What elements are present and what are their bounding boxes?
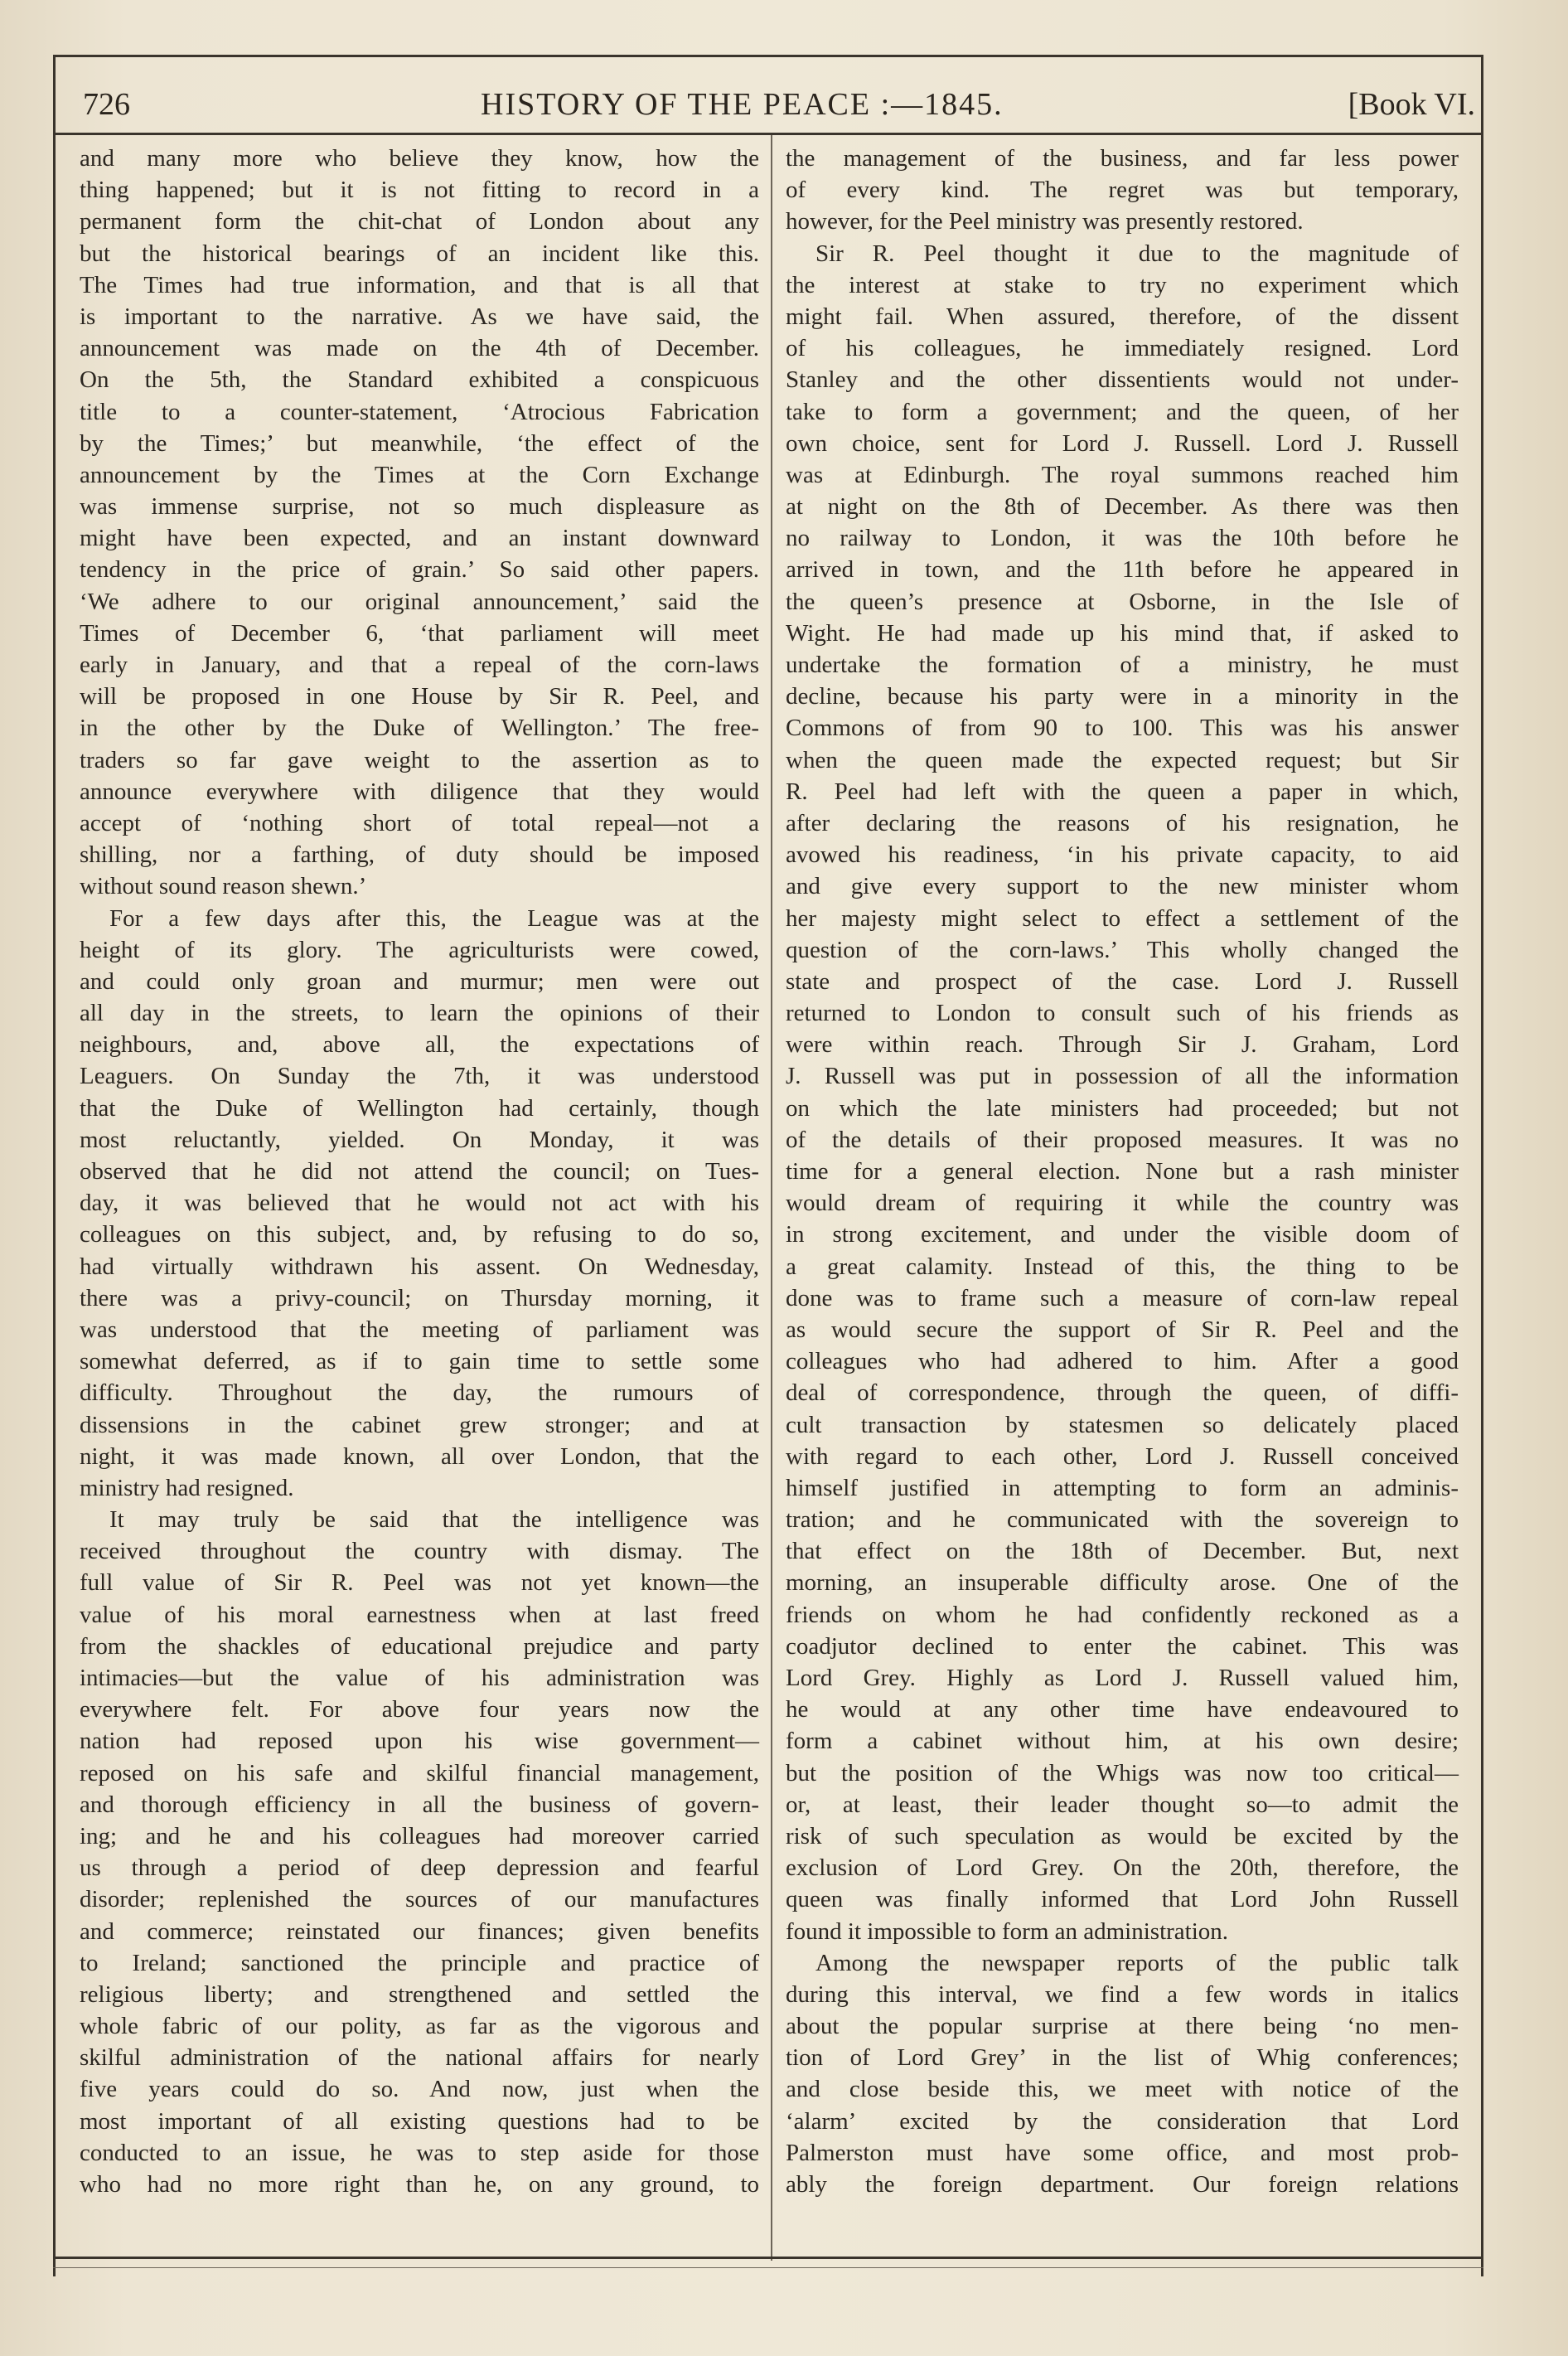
- text-line: of the details of their proposed measures. It was no: [786, 1126, 1459, 1153]
- text-line: dissensions in the cabinet grew stronger; and at: [80, 1411, 759, 1438]
- text-line: morning, an insuperable difficulty arose. One of the: [786, 1569, 1459, 1597]
- text-line: no railway to London, it was the 10th before he: [786, 525, 1459, 552]
- running-title: HISTORY OF THE PEACE :—1845.: [481, 87, 1004, 122]
- text-line: all day in the streets, to learn the opinions of their: [80, 1000, 759, 1027]
- text-line: of every kind. The regret was but temporary,: [786, 177, 1459, 204]
- text-line: avowed his readiness, ‘in his private capacity, to aid: [786, 841, 1459, 869]
- text-line: but the historical bearings of an incident like this.: [80, 240, 759, 267]
- text-line: as would secure the support of Sir R. Peel and the: [786, 1316, 1459, 1343]
- text-line: at night on the 8th of December. As there was then: [786, 493, 1459, 521]
- text-line: found it impossible to form an administration.: [786, 1917, 1229, 1945]
- text-line: title to a counter-statement, ‘Atrocious Fabrication: [80, 398, 759, 425]
- text-line: value of his moral earnestness when at last freed: [80, 1601, 759, 1628]
- text-line: the management of the business, and far less power: [786, 145, 1459, 172]
- text-line: a great calamity. Instead of this, the thing to be: [786, 1253, 1459, 1280]
- text-line: Leaguers. On Sunday the 7th, it was understood: [80, 1063, 759, 1090]
- text-line: The Times had true information, and that is all that: [80, 271, 759, 298]
- text-line: early in January, and that a repeal of the corn-laws: [80, 652, 759, 678]
- text-line: reposed on his safe and skilful financial management,: [80, 1759, 759, 1786]
- text-line: of his colleagues, he immediately resigned. Lord: [786, 335, 1459, 362]
- text-line: without sound reason shewn.’: [80, 873, 367, 900]
- text-line: ministry had resigned.: [80, 1474, 294, 1501]
- text-line: It may truly be said that the intelligence was: [109, 1506, 759, 1534]
- text-line: friends on whom he had confidently reckoned as a: [786, 1601, 1459, 1628]
- text-line: question of the corn-laws.’ This wholly changed the: [786, 936, 1459, 963]
- text-line: exclusion of Lord Grey. On the 20th, therefore, the: [786, 1854, 1459, 1882]
- text-line: tendency in the price of grain.’ So said other papers.: [80, 556, 759, 584]
- text-line: time for a general election. None but a rash minister: [786, 1158, 1459, 1185]
- text-line: somewhat deferred, as if to gain time to settle some: [80, 1348, 759, 1375]
- text-line: most reluctantly, yielded. On Monday, it was: [80, 1126, 759, 1153]
- text-line: skilful administration of the national affairs for nearly: [80, 2044, 759, 2072]
- text-line: ‘We adhere to our original announcement,’ said the: [80, 588, 759, 615]
- text-line: decline, because his party were in a minority in the: [786, 683, 1459, 710]
- text-line: in strong excitement, and under the visible doom of: [786, 1221, 1459, 1248]
- text-line: Lord Grey. Highly as Lord J. Russell valued him,: [786, 1665, 1459, 1691]
- text-line: difficulty. Throughout the day, the rumours of: [80, 1379, 759, 1407]
- text-line: colleagues on this subject, and, by refusing to do so,: [80, 1221, 759, 1248]
- page-number: 726: [83, 87, 130, 122]
- text-line: intimacies—but the value of his administration was: [80, 1665, 759, 1691]
- text-line: might have been expected, and an instant downward: [80, 525, 759, 552]
- text-line: tion of Lord Grey’ in the list of Whig conferences;: [786, 2044, 1459, 2072]
- text-line: about the popular surprise at there being ‘no men-: [786, 2013, 1459, 2040]
- text-line: colleagues who had adhered to him. After a good: [786, 1348, 1459, 1375]
- footer-rule: [53, 2257, 1483, 2259]
- text-line: was understood that the meeting of parliament was: [80, 1316, 759, 1343]
- text-line: when the queen made the expected request; but Sir: [786, 746, 1459, 773]
- text-line: form a cabinet without him, at his own desire;: [786, 1728, 1459, 1755]
- text-line: ably the foreign department. Our foreign relations: [786, 2171, 1459, 2198]
- text-line: is important to the narrative. As we have said, the: [80, 303, 759, 330]
- text-line: will be proposed in one House by Sir R. Peel, and: [80, 683, 759, 710]
- text-line: everywhere felt. For above four years now the: [80, 1696, 759, 1723]
- text-line: would dream of requiring it while the country was: [786, 1190, 1459, 1217]
- text-line: accept of ‘nothing short of total repeal—not a: [80, 809, 759, 836]
- text-line: R. Peel had left with the queen a paper in which,: [786, 778, 1459, 805]
- header-rule: [53, 133, 1483, 135]
- text-line: during this interval, we find a few words in italics: [786, 1980, 1459, 2008]
- text-line: coadjutor declined to enter the cabinet. This was: [786, 1632, 1459, 1660]
- text-line: and close beside this, we meet with notice of the: [786, 2076, 1459, 2103]
- text-line: For a few days after this, the League was at the: [109, 904, 759, 932]
- text-line: take to form a government; and the queen, of her: [786, 398, 1459, 425]
- text-line: conducted to an issue, he was to step aside for those: [80, 2139, 759, 2166]
- text-line: done was to frame such a measure of corn-law repeal: [786, 1284, 1459, 1311]
- text-line: himself justified in attempting to form an adminis-: [786, 1474, 1459, 1501]
- text-line: and give every support to the new minister whom: [786, 873, 1459, 900]
- text-line: by the Times;’ but meanwhile, ‘the effect of the: [80, 429, 759, 457]
- text-line: announcement by the Times at the Corn Exchange: [80, 461, 759, 488]
- text-line: religious liberty; and strengthened and settled the: [80, 1980, 759, 2008]
- text-line: with regard to each other, Lord J. Russell conceived: [786, 1442, 1459, 1470]
- text-line: or, at least, their leader thought so—to admit the: [786, 1791, 1459, 1818]
- text-line: ing; and he and his colleagues had moreover carried: [80, 1822, 759, 1849]
- text-line: queen was finally informed that Lord John Russell: [786, 1886, 1459, 1913]
- text-line: after declaring the reasons of his resignation, he: [786, 809, 1459, 836]
- text-line: that effect on the 18th of December. But, next: [786, 1538, 1459, 1565]
- text-line: night, it was made known, all over London, that the: [80, 1442, 759, 1470]
- text-line: five years could do so. And now, just when the: [80, 2076, 759, 2103]
- text-line: permanent form the chit-chat of London about any: [80, 208, 759, 235]
- text-line: her majesty might select to effect a settlement of the: [786, 904, 1459, 932]
- text-line: arrived in town, and the 11th before he appeared in: [786, 556, 1459, 584]
- text-line: cult transaction by statesmen so delicately placed: [786, 1411, 1459, 1438]
- text-line: Commons of from 90 to 100. This was his answer: [786, 715, 1459, 742]
- text-line: announcement was made on the 4th of December.: [80, 335, 759, 362]
- text-line: who had no more right than he, on any ground, to: [80, 2171, 759, 2198]
- text-line: undertake the formation of a ministry, he must: [786, 652, 1459, 678]
- text-line: observed that he did not attend the council; on Tues-: [80, 1158, 759, 1185]
- text-line: whole fabric of our polity, as far as the vigorous and: [80, 2013, 759, 2040]
- text-line: and commerce; reinstated our finances; given benefits: [80, 1917, 759, 1945]
- book-label: [Book VI.: [1348, 87, 1475, 122]
- text-line: and thorough efficiency in all the business of govern-: [80, 1791, 759, 1818]
- text-line: Stanley and the other dissentients would not under-: [786, 366, 1459, 394]
- left-text-column: [80, 143, 759, 2200]
- footer-rule-thin: [53, 2267, 1483, 2268]
- text-line: and many more who believe they know, how the: [80, 145, 759, 172]
- text-line: full value of Sir R. Peel was not yet known—the: [80, 1569, 759, 1597]
- text-line: Palmerston must have some office, and most prob-: [786, 2139, 1459, 2166]
- text-line: Sir R. Peel thought it due to the magnitude of: [815, 240, 1459, 267]
- text-line: was at Edinburgh. The royal summons reached him: [786, 461, 1459, 488]
- text-line: deal of correspondence, through the queen, of diffi-: [786, 1379, 1459, 1407]
- text-line: he would at any other time have endeavoured to: [786, 1696, 1459, 1723]
- text-line: in the other by the Duke of Wellington.’ The free-: [80, 715, 759, 742]
- text-line: On the 5th, the Standard exhibited a conspicuous: [80, 366, 759, 394]
- text-line: announce everywhere with diligence that they would: [80, 778, 759, 805]
- text-line: the interest at stake to try no experiment which: [786, 271, 1459, 298]
- text-line: however, for the Peel ministry was presently restored.: [786, 208, 1304, 235]
- text-line: day, it was believed that he would not act with his: [80, 1190, 759, 1217]
- text-line: Among the newspaper reports of the public talk: [815, 1949, 1459, 1976]
- text-line: Wight. He had made up his mind that, if asked to: [786, 619, 1459, 647]
- text-line: height of its glory. The agriculturists were cowed,: [80, 936, 759, 963]
- text-line: the queen’s presence at Osborne, in the Isle of: [786, 588, 1459, 615]
- text-line: nation had reposed upon his wise government—: [80, 1728, 759, 1755]
- text-line: to Ireland; sanctioned the principle and practice of: [80, 1949, 759, 1976]
- text-line: returned to London to consult such of his friends as: [786, 1000, 1459, 1027]
- text-line: there was a privy-council; on Thursday morning, it: [80, 1284, 759, 1311]
- text-line: own choice, sent for Lord J. Russell. Lord J. Russell: [786, 429, 1459, 457]
- column-divider: [771, 135, 772, 2261]
- text-line: state and prospect of the case. Lord J. Russell: [786, 967, 1459, 995]
- text-line: disorder; replenished the sources of our manufactures: [80, 1886, 759, 1913]
- text-line: thing happened; but it is not fitting to record in a: [80, 177, 759, 204]
- text-line: was immense surprise, not so much displeasure as: [80, 493, 759, 521]
- text-line: Times of December 6, ‘that parliament will meet: [80, 619, 759, 647]
- text-line: received throughout the country with dismay. The: [80, 1538, 759, 1565]
- text-line: traders so far gave weight to the assertion as to: [80, 746, 759, 773]
- text-line: were within reach. Through Sir J. Graham, Lord: [786, 1031, 1459, 1059]
- text-line: might fail. When assured, therefore, of the dissent: [786, 303, 1459, 330]
- text-line: us through a period of deep depression and fearful: [80, 1854, 759, 1882]
- text-line: shilling, nor a farthing, of duty should be imposed: [80, 841, 759, 869]
- text-line: but the position of the Whigs was now too critical—: [786, 1759, 1459, 1786]
- text-line: that the Duke of Wellington had certainly, though: [80, 1094, 759, 1122]
- text-line: had virtually withdrawn his assent. On Wednesday,: [80, 1253, 759, 1280]
- text-line: most important of all existing questions had to be: [80, 2107, 759, 2135]
- text-line: on which the late ministers had proceeded; but not: [786, 1094, 1459, 1122]
- text-line: J. Russell was put in possession of all the information: [786, 1063, 1459, 1090]
- text-line: tration; and he communicated with the sovereign to: [786, 1506, 1459, 1534]
- text-line: ‘alarm’ excited by the consideration that Lord: [786, 2107, 1459, 2135]
- text-line: risk of such speculation as would be excited by the: [786, 1822, 1459, 1849]
- text-line: from the shackles of educational prejudice and party: [80, 1632, 759, 1660]
- text-line: and could only groan and murmur; men were out: [80, 967, 759, 995]
- right-text-column: [786, 143, 1459, 2200]
- text-line: neighbours, and, above all, the expectations of: [80, 1031, 759, 1059]
